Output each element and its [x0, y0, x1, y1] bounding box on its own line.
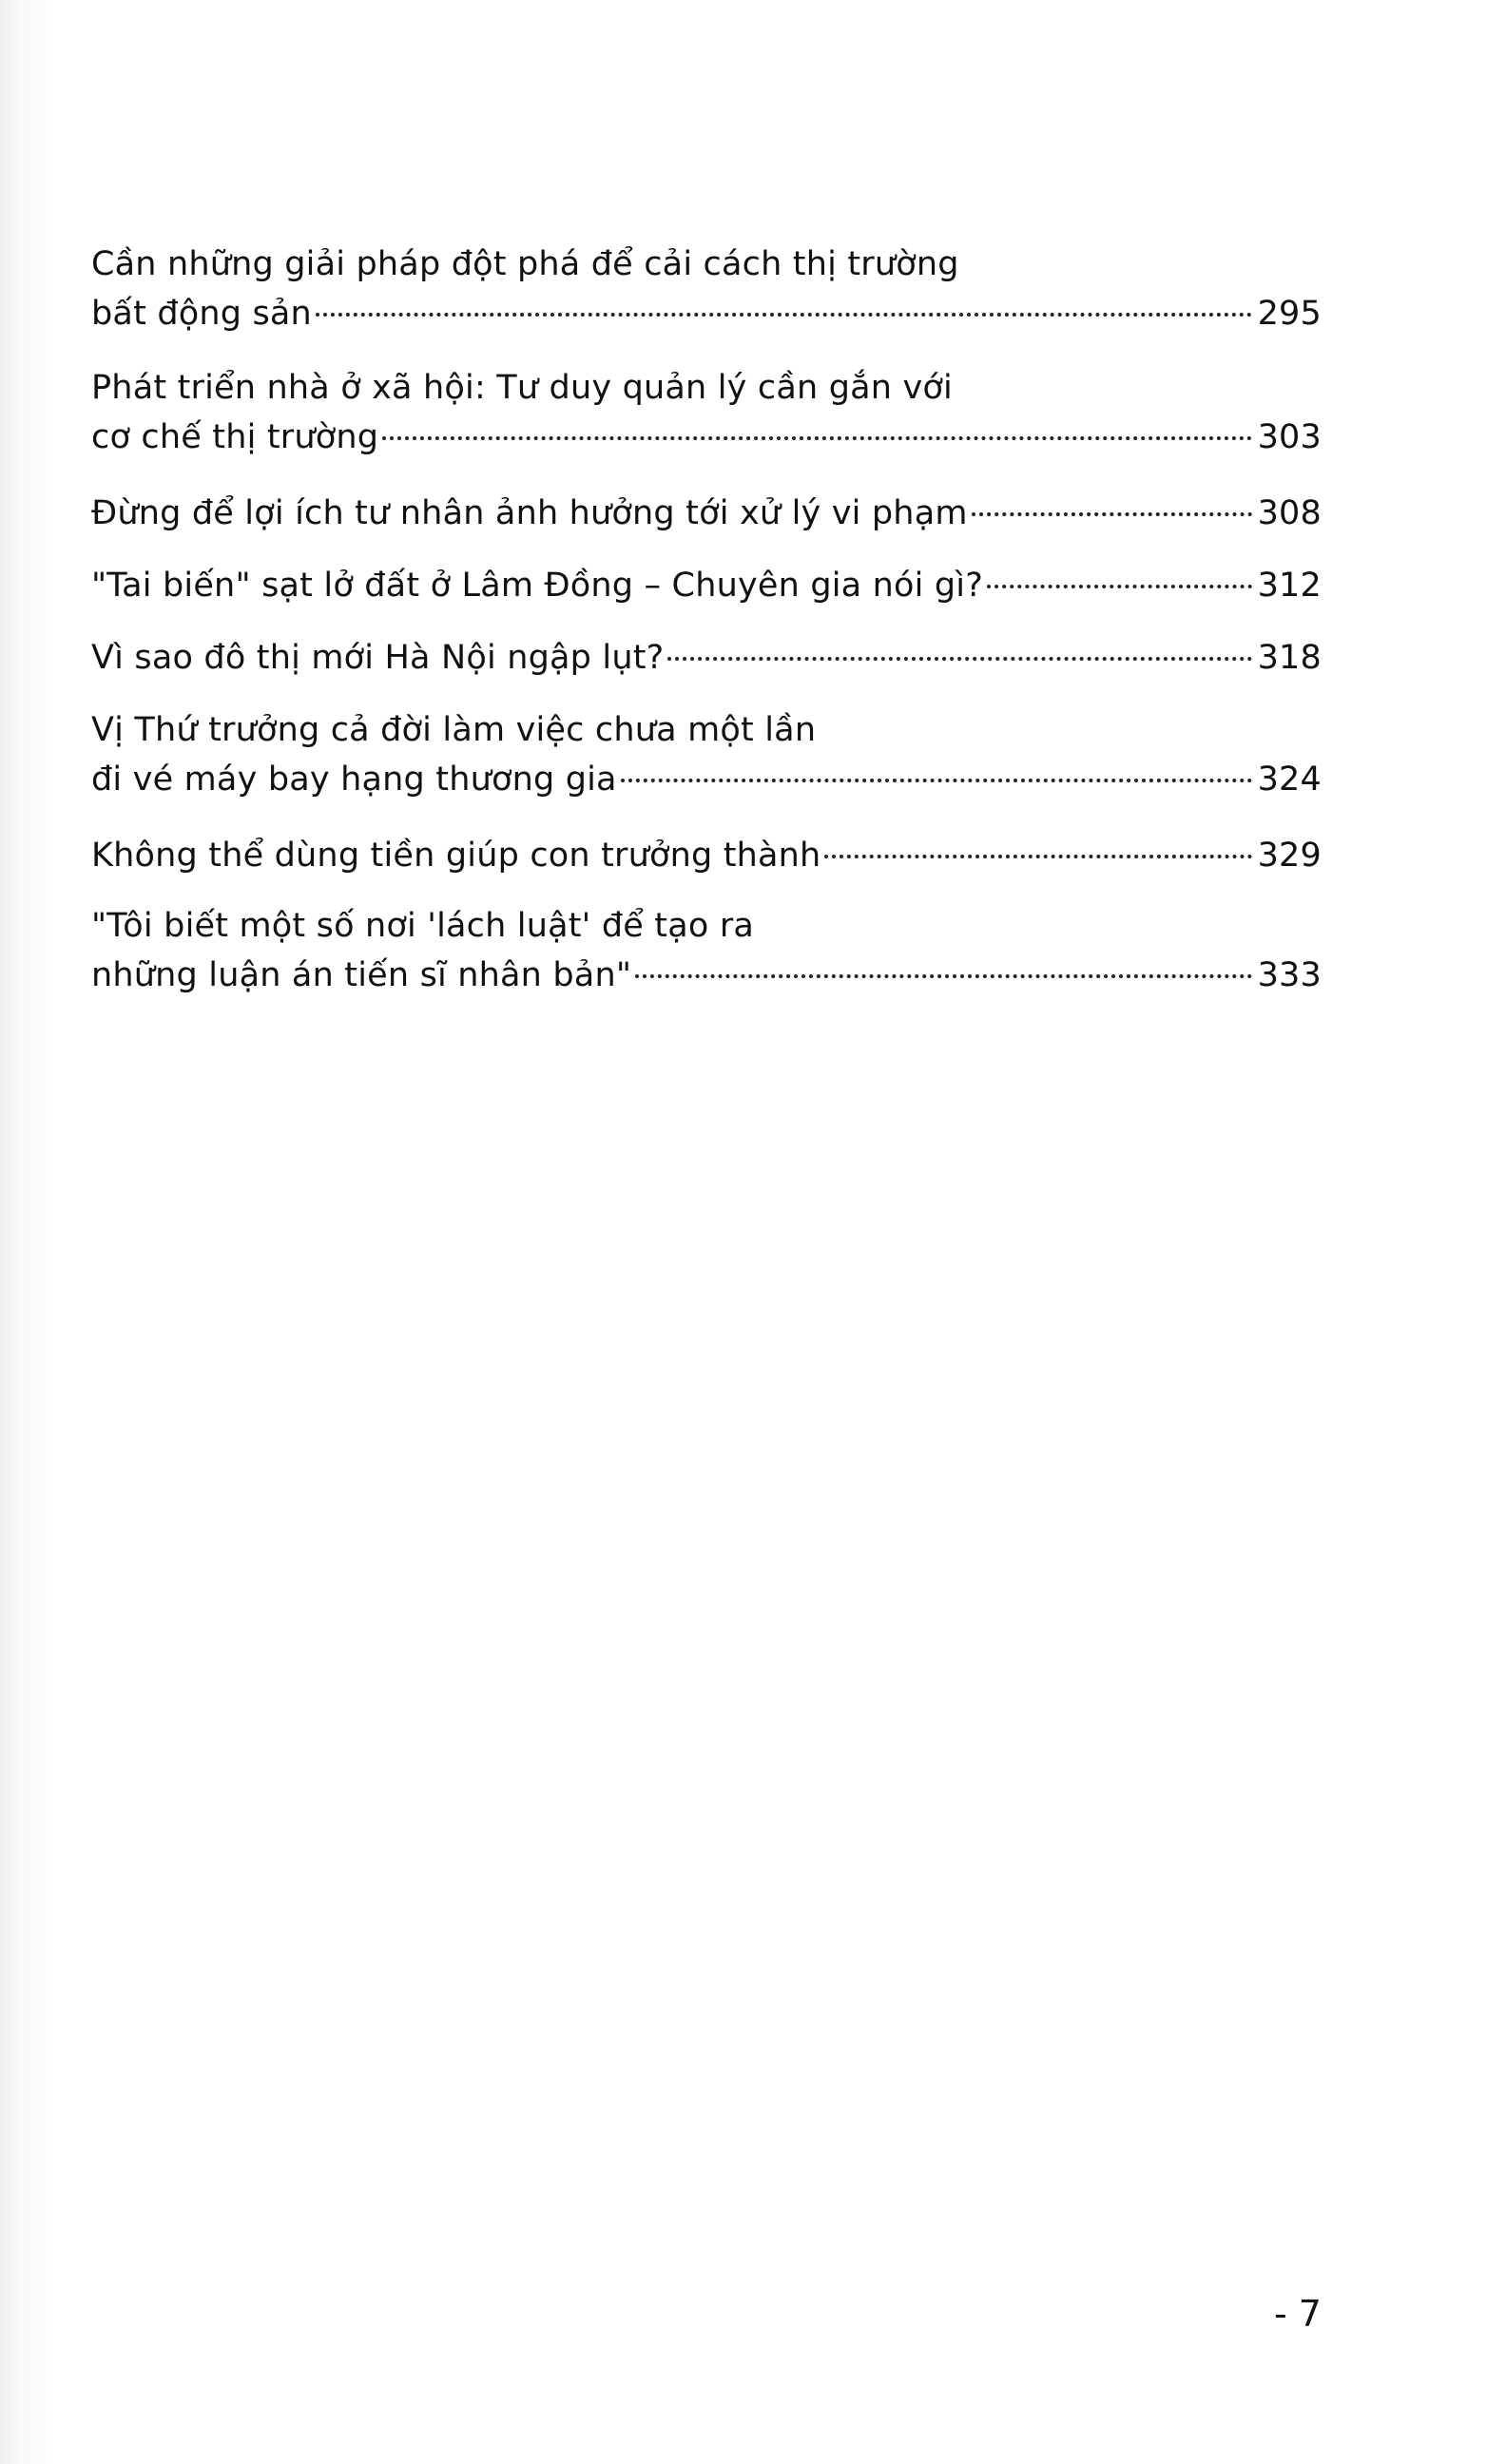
toc-entry: [91, 901, 1322, 1000]
toc-entry-title-line: những luận án tiến sĩ nhân bản": [91, 956, 632, 994]
dot-leader: [667, 657, 1251, 661]
toc-page-number: 295: [1257, 295, 1322, 333]
toc-page-number: 333: [1257, 956, 1322, 994]
dot-leader: [635, 974, 1251, 978]
toc-entry-title-line: Phát triển nhà ở xã hội: Tư duy quản lý cần gắn với: [91, 369, 953, 407]
toc-page-number: 308: [1257, 494, 1322, 532]
toc-entry: [91, 705, 1322, 804]
toc-entry-title-line: "Tai biến" sạt lở đất ở Lâm Đồng – Chuyên gia nói gì?: [91, 567, 983, 605]
toc-entry-title-line: "Tôi biết một số nơi 'lách luật' để tạo ra: [91, 907, 755, 945]
toc-entry: [91, 240, 1322, 338]
toc-entry-leader-line: [91, 951, 1322, 1000]
toc-entry-title-line: Không thể dùng tiền giúp con trưởng thành: [91, 837, 821, 875]
toc-entry-leader-line: [91, 489, 1322, 538]
toc-entry: [91, 561, 1322, 610]
toc-entry-leader-line: [91, 561, 1322, 610]
toc-entry-title-line: Vì sao đô thị mới Hà Nội ngập lụt?: [91, 639, 665, 677]
toc-page-number: 318: [1257, 639, 1322, 677]
toc-entry-leader-line: [91, 633, 1322, 683]
page-number: - 7: [1274, 2293, 1322, 2335]
toc-page-number: 303: [1257, 418, 1322, 456]
dot-leader: [316, 313, 1252, 317]
toc-entry-title-line: bất động sản: [91, 295, 312, 333]
toc-page-number: 312: [1257, 567, 1322, 605]
toc-entry-leader-line: [91, 831, 1322, 880]
toc-entry-title-line: Đừng để lợi ích tư nhân ảnh hưởng tới xử lý vi phạm: [91, 494, 968, 532]
dot-leader: [382, 436, 1251, 440]
toc-entry: [91, 633, 1322, 683]
toc-entry-title-line: cơ chế thị trường: [91, 418, 379, 456]
toc-entry-leader-line: [91, 413, 1322, 462]
toc-entry: [91, 831, 1322, 880]
toc-entry-leader-line: [91, 289, 1322, 338]
toc-entry-title-line: đi vé máy bay hạng thương gia: [91, 760, 617, 799]
toc-entry-title-line: Cần những giải pháp đột phá để cải cách thị trường: [91, 245, 959, 283]
toc-page-number: 329: [1257, 837, 1322, 875]
dot-leader: [987, 585, 1252, 588]
toc-entry-leader-line: [91, 755, 1322, 804]
toc-page-number: 324: [1257, 760, 1322, 799]
dot-leader: [824, 855, 1251, 858]
toc-entry-title-line: Vị Thứ trưởng cả đời làm việc chưa một lần: [91, 711, 817, 749]
toc-entry: [91, 363, 1322, 462]
toc-entry: [91, 489, 1322, 538]
dot-leader: [972, 512, 1252, 516]
dot-leader: [621, 779, 1252, 782]
